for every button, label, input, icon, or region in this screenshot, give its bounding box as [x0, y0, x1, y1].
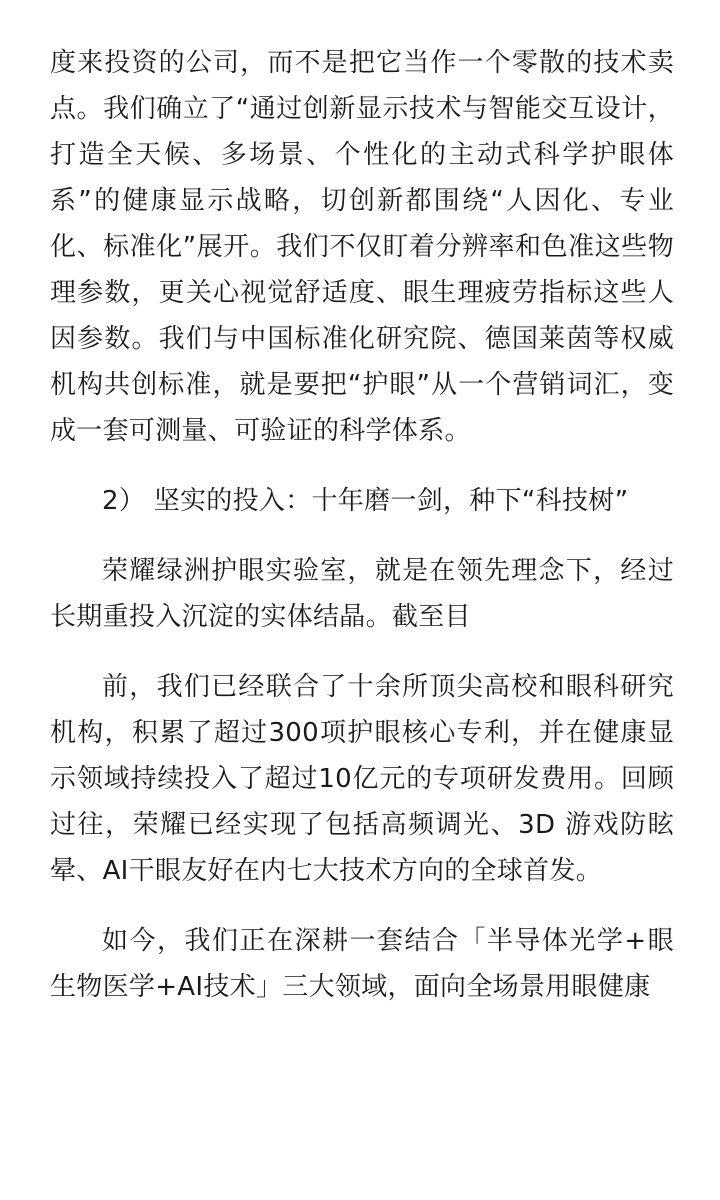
paragraph-patents-investment: 前，我们已经联合了十余所顶尖高校和眼科研究机构，积累了超过300项护眼核心专利，并在健康显示领域持续投入了超过10亿元的专项研发费用。回顾过往，荣耀已经实现了包括高频调光、3D 游戏防眩晕、AI干眼友好在内七大技术方向的全球首发。 [50, 672, 674, 886]
paragraph-oasis-lab: 荣耀绿洲护眼实验室，就是在领先理念下，经过长期重投入沉淀的实体结晶。截至目 [50, 556, 674, 632]
paragraph-health-display-strategy: 度来投资的公司，而不是把它当作一个零散的技术卖点。我们确立了“通过创新显示技术与智能交互设计，打造全天候、多场景、个性化的主动式科学护眼体系”的健康显示战略，切创新都围绕“人因化、专业化、标准化”展开。我们不仅盯着分辨率和色准这些物理参数，更关心视觉舒适度、眼生理疲劳指标这些人因参数。我们与中国标准化研究院、德国莱茵等权威机构共创标准，就是要把“护眼”从一个营销词汇，变成一套可测量、可验证的科学体系。 [50, 48, 674, 446]
section-heading-investment: 2） 坚实的投入：十年磨一剑，种下“科技树” [102, 486, 629, 516]
paragraph-deep-cultivation: 如今，我们正在深耕一套结合「半导体光学+眼生物医学+AI技术」三大领域，面向全场景用眼健康 [50, 926, 674, 1002]
article-body [50, 40, 674, 1010]
